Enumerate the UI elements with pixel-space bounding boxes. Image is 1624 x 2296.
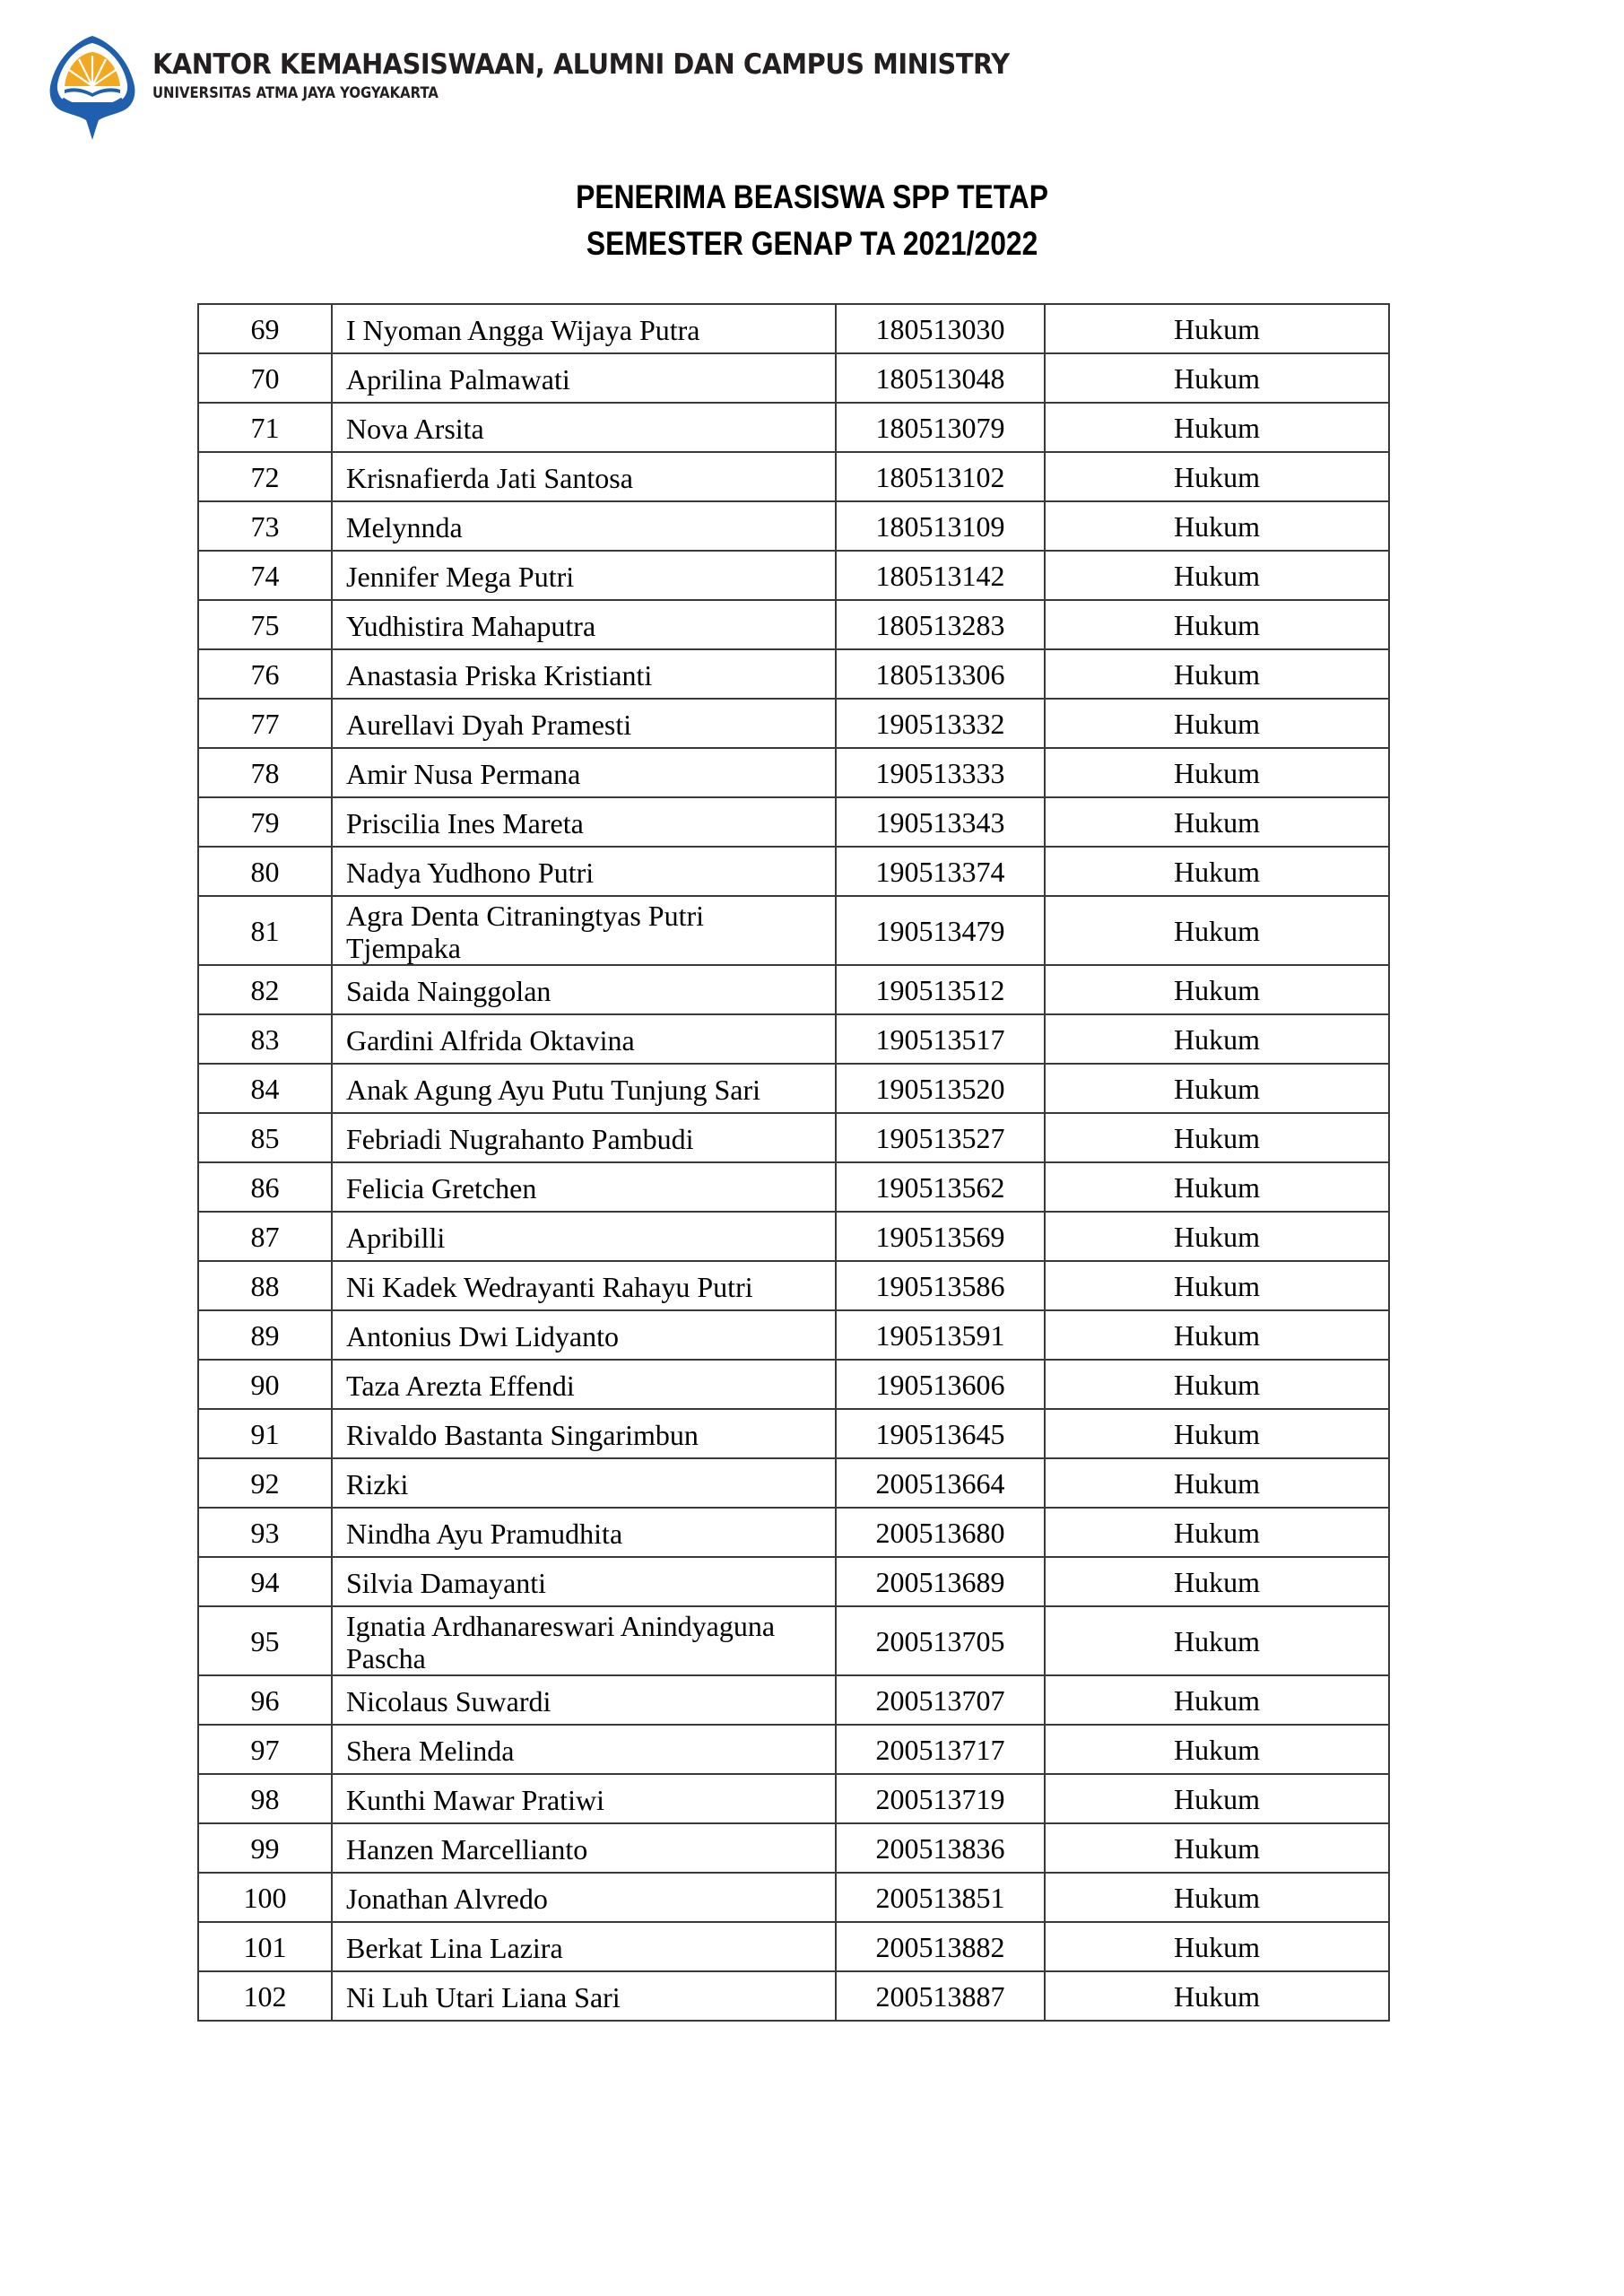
table-row (198, 1774, 1389, 1823)
row-number: 100 (198, 1873, 332, 1922)
student-name: Jonathan Alvredo (332, 1873, 836, 1922)
table-row (198, 600, 1389, 649)
faculty: Hukum (1045, 1014, 1389, 1064)
student-id: 190513333 (836, 748, 1045, 797)
faculty: Hukum (1045, 1113, 1389, 1162)
faculty: Hukum (1045, 551, 1389, 600)
student-id: 190513343 (836, 797, 1045, 847)
faculty: Hukum (1045, 748, 1389, 797)
table-row (198, 1508, 1389, 1557)
row-number: 102 (198, 1971, 332, 2021)
table-row (198, 1823, 1389, 1873)
student-name-line-2: Pascha (346, 1641, 426, 1674)
student-name: Nova Arsita (332, 403, 836, 452)
student-id: 190513562 (836, 1162, 1045, 1212)
student-id: 190513591 (836, 1310, 1045, 1360)
faculty: Hukum (1045, 1310, 1389, 1360)
row-number: 73 (198, 501, 332, 551)
title-line-2: SEMESTER GENAP TA 2021/2022 (586, 225, 1038, 262)
row-number: 81 (198, 896, 332, 965)
table-row (198, 1873, 1389, 1922)
student-id: 200513836 (836, 1823, 1045, 1873)
student-id: 200513689 (836, 1557, 1045, 1606)
student-name: Anak Agung Ayu Putu Tunjung Sari (332, 1064, 836, 1113)
table-row (198, 1606, 1389, 1675)
student-id: 190513374 (836, 847, 1045, 896)
student-id: 200513719 (836, 1774, 1045, 1823)
table-row (198, 1458, 1389, 1508)
table-row (198, 1261, 1389, 1310)
row-number: 79 (198, 797, 332, 847)
student-name: Shera Melinda (332, 1725, 836, 1774)
student-name: Jennifer Mega Putri (332, 551, 836, 600)
faculty: Hukum (1045, 1971, 1389, 2021)
table-row (198, 304, 1389, 353)
faculty: Hukum (1045, 1557, 1389, 1606)
student-name: Priscilia Ines Mareta (332, 797, 836, 847)
row-number: 83 (198, 1014, 332, 1064)
document-title (0, 174, 1624, 267)
table-row (198, 847, 1389, 896)
row-number: 71 (198, 403, 332, 452)
row-number: 89 (198, 1310, 332, 1360)
faculty: Hukum (1045, 1458, 1389, 1508)
faculty: Hukum (1045, 1212, 1389, 1261)
faculty: Hukum (1045, 501, 1389, 551)
table-row (198, 699, 1389, 748)
table-row (198, 1014, 1389, 1064)
faculty: Hukum (1045, 1409, 1389, 1458)
letterhead (47, 34, 1123, 142)
title-line-1: PENERIMA BEASISWA SPP TETAP (576, 178, 1049, 215)
table-row (198, 1725, 1389, 1774)
student-id: 190513517 (836, 1014, 1045, 1064)
row-number: 87 (198, 1212, 332, 1261)
student-name: Silvia Damayanti (332, 1557, 836, 1606)
row-number: 91 (198, 1409, 332, 1458)
row-number: 76 (198, 649, 332, 699)
faculty: Hukum (1045, 1508, 1389, 1557)
faculty: Hukum (1045, 1774, 1389, 1823)
student-id: 190513512 (836, 965, 1045, 1014)
student-name: Apribilli (332, 1212, 836, 1261)
student-name: Gardini Alfrida Oktavina (332, 1014, 836, 1064)
table-row (198, 403, 1389, 452)
faculty: Hukum (1045, 304, 1389, 353)
row-number: 85 (198, 1113, 332, 1162)
table-row (198, 965, 1389, 1014)
row-number: 88 (198, 1261, 332, 1310)
row-number: 74 (198, 551, 332, 600)
row-number: 101 (198, 1922, 332, 1971)
student-id: 190513645 (836, 1409, 1045, 1458)
student-id: 180513048 (836, 353, 1045, 403)
faculty: Hukum (1045, 1261, 1389, 1310)
student-name: Febriadi Nugrahanto Pambudi (332, 1113, 836, 1162)
faculty: Hukum (1045, 1675, 1389, 1725)
table-row (198, 1212, 1389, 1261)
student-id: 200513882 (836, 1922, 1045, 1971)
student-name-line-2: Tjempaka (346, 931, 461, 964)
student-name: Saida Nainggolan (332, 965, 836, 1014)
student-name (332, 1606, 836, 1675)
student-name: Melynnda (332, 501, 836, 551)
table-row (198, 1113, 1389, 1162)
student-name: Anastasia Priska Kristianti (332, 649, 836, 699)
student-id: 180513079 (836, 403, 1045, 452)
student-name: Kunthi Mawar Pratiwi (332, 1774, 836, 1823)
student-name: Rizki (332, 1458, 836, 1508)
table-row (198, 1409, 1389, 1458)
student-id: 190513520 (836, 1064, 1045, 1113)
table-row (198, 551, 1389, 600)
table-row (198, 1971, 1389, 2021)
faculty: Hukum (1045, 649, 1389, 699)
row-number: 82 (198, 965, 332, 1014)
faculty: Hukum (1045, 1064, 1389, 1113)
table-row (198, 1675, 1389, 1725)
row-number: 96 (198, 1675, 332, 1725)
student-id: 200513680 (836, 1508, 1045, 1557)
table-row (198, 1557, 1389, 1606)
student-id: 180513306 (836, 649, 1045, 699)
student-name: Aurellavi Dyah Pramesti (332, 699, 836, 748)
student-name: Nicolaus Suwardi (332, 1675, 836, 1725)
student-name: Rivaldo Bastanta Singarimbun (332, 1409, 836, 1458)
faculty: Hukum (1045, 1360, 1389, 1409)
row-number: 90 (198, 1360, 332, 1409)
faculty: Hukum (1045, 600, 1389, 649)
student-id: 200513705 (836, 1606, 1045, 1675)
student-id: 180513102 (836, 452, 1045, 501)
faculty: Hukum (1045, 353, 1389, 403)
faculty: Hukum (1045, 699, 1389, 748)
student-name: Amir Nusa Permana (332, 748, 836, 797)
row-number: 78 (198, 748, 332, 797)
student-id: 200513707 (836, 1675, 1045, 1725)
university-name: UNIVERSITAS ATMA JAYA YOGYAKARTA (152, 84, 439, 101)
faculty: Hukum (1045, 1823, 1389, 1873)
student-id: 190513606 (836, 1360, 1045, 1409)
student-id: 180513030 (836, 304, 1045, 353)
faculty: Hukum (1045, 1873, 1389, 1922)
student-id: 190513479 (836, 896, 1045, 965)
faculty: Hukum (1045, 896, 1389, 965)
row-number: 99 (198, 1823, 332, 1873)
row-number: 75 (198, 600, 332, 649)
table-row (198, 797, 1389, 847)
student-id: 190513527 (836, 1113, 1045, 1162)
student-name: Felicia Gretchen (332, 1162, 836, 1212)
row-number: 92 (198, 1458, 332, 1508)
student-name: Hanzen Marcellianto (332, 1823, 836, 1873)
student-name: Krisnafierda Jati Santosa (332, 452, 836, 501)
student-name: Nindha Ayu Pramudhita (332, 1508, 836, 1557)
student-id: 200513887 (836, 1971, 1045, 2021)
table-row (198, 1162, 1389, 1212)
row-number: 93 (198, 1508, 332, 1557)
table-row (198, 896, 1389, 965)
org-name: KANTOR KEMAHASISWAAN, ALUMNI DAN CAMPUS MINISTRY (152, 48, 1010, 81)
student-name: Berkat Lina Lazira (332, 1922, 836, 1971)
table-row (198, 649, 1389, 699)
faculty: Hukum (1045, 1725, 1389, 1774)
faculty: Hukum (1045, 797, 1389, 847)
row-number: 77 (198, 699, 332, 748)
recipients-table (197, 303, 1390, 2022)
faculty: Hukum (1045, 403, 1389, 452)
table-row (198, 748, 1389, 797)
student-name: Yudhistira Mahaputra (332, 600, 836, 649)
row-number: 80 (198, 847, 332, 896)
student-id: 200513664 (836, 1458, 1045, 1508)
student-id: 190513569 (836, 1212, 1045, 1261)
student-id: 180513142 (836, 551, 1045, 600)
faculty: Hukum (1045, 1606, 1389, 1675)
row-number: 70 (198, 353, 332, 403)
table-row (198, 353, 1389, 403)
student-name-line-1: Ignatia Ardhanareswari Anindyaguna (346, 1609, 776, 1642)
row-number: 98 (198, 1774, 332, 1823)
student-name-line-1: Agra Denta Citraningtyas Putri (346, 899, 705, 932)
row-number: 69 (198, 304, 332, 353)
student-name: Ni Luh Utari Liana Sari (332, 1971, 836, 2021)
row-number: 72 (198, 452, 332, 501)
table-row (198, 501, 1389, 551)
row-number: 97 (198, 1725, 332, 1774)
student-name (332, 896, 836, 965)
student-id: 200513851 (836, 1873, 1045, 1922)
student-id: 180513109 (836, 501, 1045, 551)
table-row (198, 1064, 1389, 1113)
row-number: 94 (198, 1557, 332, 1606)
student-name: Taza Arezta Effendi (332, 1360, 836, 1409)
faculty: Hukum (1045, 965, 1389, 1014)
student-id: 180513283 (836, 600, 1045, 649)
table-row (198, 452, 1389, 501)
row-number: 86 (198, 1162, 332, 1212)
student-name: Ni Kadek Wedrayanti Rahayu Putri (332, 1261, 836, 1310)
student-id: 190513586 (836, 1261, 1045, 1310)
faculty: Hukum (1045, 1922, 1389, 1971)
table-row (198, 1360, 1389, 1409)
student-name: Antonius Dwi Lidyanto (332, 1310, 836, 1360)
student-id: 190513332 (836, 699, 1045, 748)
student-id: 200513717 (836, 1725, 1045, 1774)
table-row (198, 1922, 1389, 1971)
student-name: I Nyoman Angga Wijaya Putra (332, 304, 836, 353)
faculty: Hukum (1045, 1162, 1389, 1212)
student-name: Nadya Yudhono Putri (332, 847, 836, 896)
faculty: Hukum (1045, 847, 1389, 896)
table-row (198, 1310, 1389, 1360)
university-logo-icon (47, 34, 138, 142)
student-name: Aprilina Palmawati (332, 353, 836, 403)
row-number: 95 (198, 1606, 332, 1675)
row-number: 84 (198, 1064, 332, 1113)
faculty: Hukum (1045, 452, 1389, 501)
